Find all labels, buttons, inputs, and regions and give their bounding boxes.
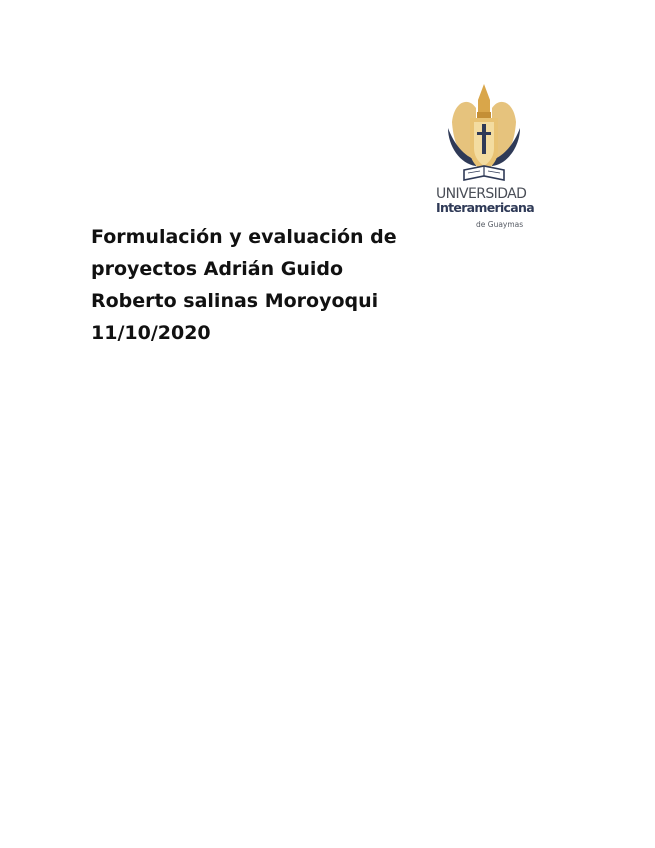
logo-text-interamericana: Interamericana [436, 200, 534, 215]
logo-text-de-guaymas: de Guaymas [476, 220, 524, 229]
university-crest-icon [446, 82, 522, 186]
title-line: Roberto salinas Moroyoqui [91, 290, 379, 312]
title-line: Formulación y evaluación de [91, 226, 397, 248]
title-line: proyectos Adrián Guido [91, 258, 344, 280]
document-title [91, 221, 421, 349]
logo-text-universidad: UNIVERSIDAD [436, 186, 527, 202]
document-date: 11/10/2020 [91, 322, 211, 344]
university-logo [432, 82, 538, 242]
